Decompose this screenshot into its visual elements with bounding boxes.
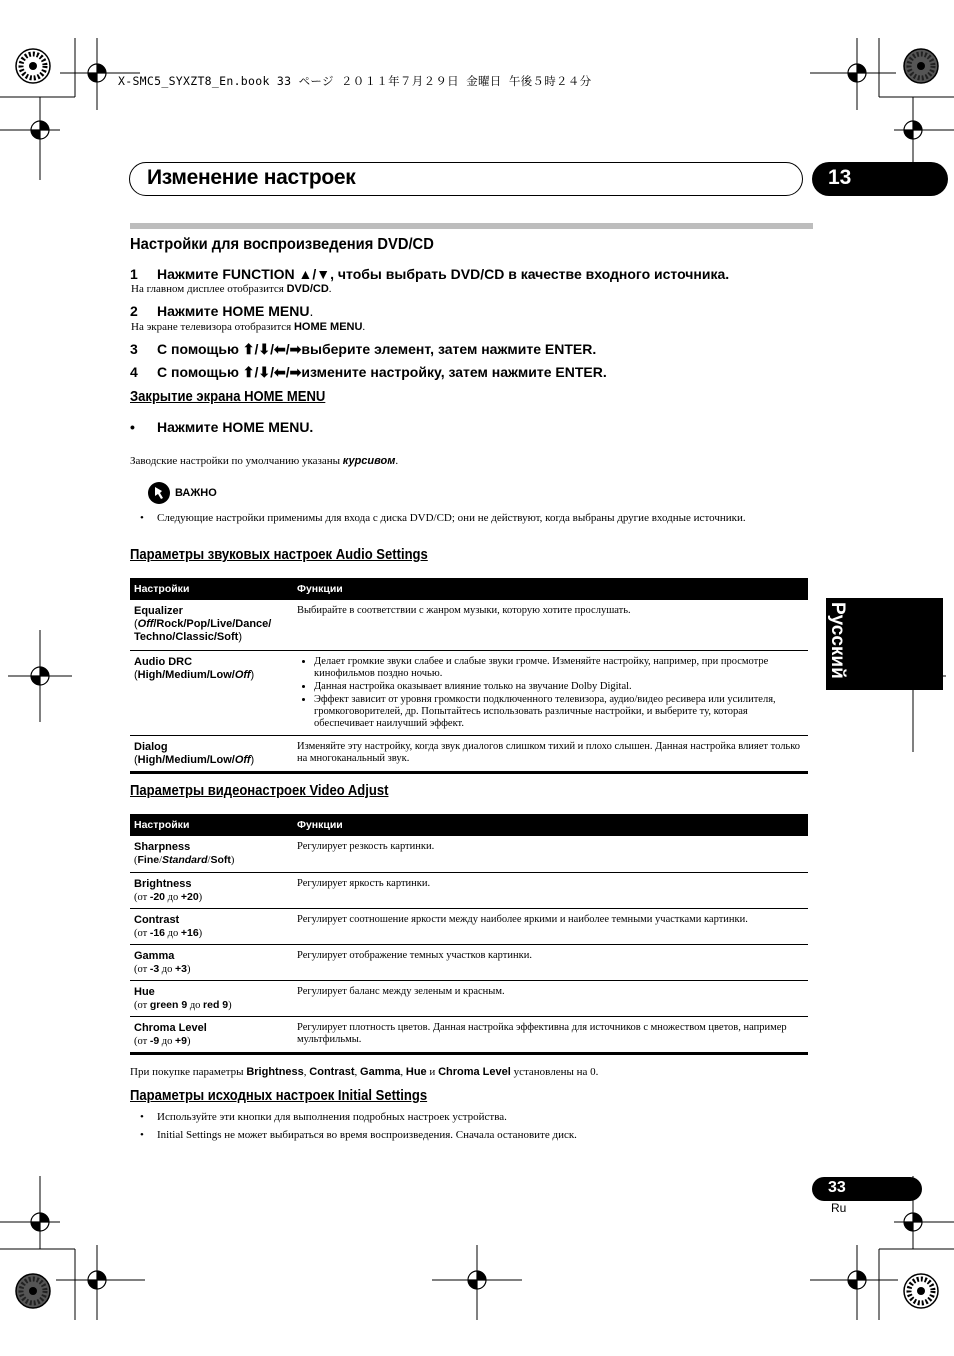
range-text: до — [165, 927, 181, 939]
table-row — [130, 944, 808, 980]
step-number: 2 — [130, 303, 138, 319]
setting-cell — [130, 872, 293, 908]
list-item: • Данная настройка оказывает влияние только на звучание Dolby Digital. — [314, 681, 804, 693]
setting-name: Hue — [134, 985, 155, 998]
step-number: 3 — [130, 341, 138, 357]
range-text: (от — [134, 891, 150, 903]
purchase-note — [130, 1066, 598, 1078]
setting-cell — [130, 836, 293, 872]
note-text: , — [354, 1066, 361, 1078]
note-end: . — [362, 321, 366, 333]
setting-name: Chroma Level — [134, 1021, 207, 1034]
range-value: red 9 — [203, 998, 229, 1011]
range-text: ) — [198, 927, 203, 939]
paren: ) — [238, 631, 242, 643]
range-text: (от — [134, 999, 150, 1011]
default-option: Off — [234, 668, 251, 681]
close-menu-title: Закрытие экрана HOME MENU — [130, 389, 326, 405]
table-row — [130, 872, 808, 908]
note-text: , — [400, 1066, 406, 1078]
range-text: до — [165, 891, 181, 903]
options: High/Medium/Low/ — [137, 753, 235, 766]
setting-cell — [130, 1016, 293, 1053]
range-value: +9 — [175, 1034, 187, 1047]
table-row — [130, 650, 808, 735]
important-text: Следующие настройки применимы для входа с диска DVD/CD; они не действуют, когда выбраны другие входные источники. — [157, 512, 746, 524]
setting-name: Audio DRC — [134, 655, 193, 668]
note-bold: HOME MENU — [293, 321, 363, 333]
list-item: • Делает громкие звуки слабее и слабые звуки громче. Изменяйте настройку, например, при просмотре кинофильмов поздно ночью. — [314, 656, 804, 680]
section-title: Настройки для воспроизведения DVD/CD — [130, 236, 434, 253]
function-cell: Регулирует баланс между зеленым и красным. — [293, 980, 808, 1016]
table-header — [130, 814, 808, 836]
note-text: , — [303, 1066, 310, 1078]
range-value: -20 — [149, 890, 166, 903]
default-option: Off — [234, 753, 251, 766]
setting-name: Sharpness — [134, 841, 191, 853]
setting-cell — [130, 980, 293, 1016]
range-value: -9 — [149, 1034, 160, 1047]
function-cell: Регулирует плотность цветов. Данная настройка эффективна для источников с множеством цветов, например мультфильмы. — [293, 1016, 808, 1053]
chapter-title: Изменение настроек — [147, 166, 356, 189]
paren: ( — [134, 668, 138, 681]
range-text: (от — [134, 1035, 150, 1047]
range-text: до — [159, 963, 176, 975]
range-text: до — [187, 999, 204, 1011]
note-text: и — [426, 1066, 439, 1078]
range-text: ( — [134, 855, 138, 866]
important-label: ВАЖНО — [175, 487, 217, 499]
note-text: При покупке параметры — [130, 1066, 247, 1078]
setting-cell — [130, 944, 293, 980]
step-number: 4 — [130, 364, 138, 380]
setting-cell — [130, 908, 293, 944]
range-value: green 9 — [149, 998, 188, 1011]
function-cell: Изменяйте эту настройку, когда звук диалогов слишком тихий и плохо слышен. Данная настройка влияет только на многоканальный звук. — [293, 735, 808, 772]
function-cell: Выбирайте в соответствии с жанром музыки, которую хотите прослушать. — [293, 600, 808, 650]
options: /Rock/Pop/Live/Dance/ Techno/Classic/Soft — [134, 618, 272, 643]
default-option: Off — [137, 618, 154, 630]
function-cell: Регулирует соотношение яркости между наиболее яркими и наиболее темными участками картинки. — [293, 908, 808, 944]
close-menu-step — [130, 419, 313, 435]
step-2 — [130, 303, 313, 319]
range-text: до — [159, 1035, 176, 1047]
setting-cell — [130, 650, 293, 735]
initial-bullet-1: • Используйте эти кнопки для выполнения подробных настроек устройства. — [140, 1111, 507, 1123]
range-value: -3 — [149, 962, 160, 975]
col-header-settings: Настройки — [130, 814, 293, 836]
note-bold: Hue — [405, 1066, 427, 1078]
table-row — [130, 980, 808, 1016]
step-1-note — [131, 283, 332, 295]
step-text: С помощью ⬆/⬇/⬅/➡выберите элемент, затем нажмите ENTER. — [157, 341, 597, 357]
range-value: +3 — [175, 962, 187, 975]
setting-name: Gamma — [134, 949, 175, 962]
range-value: Soft — [210, 854, 231, 866]
range-text: / — [207, 855, 211, 866]
important-bullet: • Следующие настройки применимы для входа с диска DVD/CD; они не действуют, когда выбраны другие входные источники. — [140, 512, 746, 524]
range-text: / — [159, 855, 163, 866]
bullet-text: Используйте эти кнопки для выполнения подробных настроек устройства. — [157, 1111, 507, 1123]
table-row — [130, 908, 808, 944]
range-value: Fine — [137, 854, 160, 866]
bullet: • — [130, 419, 135, 435]
note-bold: Contrast — [309, 1066, 355, 1078]
note-end: . — [328, 283, 332, 295]
col-header-functions: Функции — [293, 578, 808, 600]
note-bold: DVD/CD — [286, 283, 329, 295]
col-header-functions: Функции — [293, 814, 808, 836]
function-cell: Регулирует резкость картинки. — [293, 836, 808, 872]
step-3 — [130, 341, 596, 358]
step-text: Нажмите HOME MENU — [157, 303, 310, 319]
setting-name: Dialog — [134, 740, 168, 753]
paren: ) — [250, 668, 255, 681]
range-text: ) — [187, 1035, 191, 1047]
options: High/Medium/Low/ — [137, 668, 235, 681]
video-adjust-table — [130, 814, 808, 1055]
range-value: -16 — [149, 926, 166, 939]
book-info-line: X-SMC5_SYXZT8_En.book 33 ページ ２０１１年７月２９日 金曜日 午後５時２４分 — [118, 74, 592, 88]
chapter-number: 13 — [828, 166, 852, 189]
chapter-number-badge — [812, 162, 948, 196]
step-4 — [130, 364, 607, 381]
table-row — [130, 836, 808, 872]
language-tab — [826, 598, 943, 690]
note-italic: курсивом — [342, 455, 396, 467]
range-text: (от — [134, 927, 150, 939]
page-language-code: Ru — [831, 1201, 847, 1215]
setting-cell — [130, 600, 293, 650]
step-end: . — [309, 303, 314, 319]
function-cell: Регулирует яркость картинки. — [293, 872, 808, 908]
section-divider — [130, 223, 813, 229]
function-cell: Регулирует отображение темных участков картинки. — [293, 944, 808, 980]
paren: ( — [134, 618, 138, 630]
note-text: установлены на 0. — [510, 1066, 599, 1078]
list-item: • Эффект зависит от уровня громкости подключенного телевизора, аудио/видео ресивера или усилителя, громкоговорителей, др. Попытайтесь использовать различные настройки, и выберите ту, которая обеспечивает наилучший эффект. — [314, 694, 804, 730]
audio-settings-table — [130, 578, 808, 774]
table-header — [130, 578, 808, 600]
page-number-badge — [812, 1177, 922, 1201]
setting-cell — [130, 735, 293, 772]
bullet-text: Initial Settings не может выбираться во время воспроизведения. Сначала остановите диск. — [157, 1129, 577, 1141]
important-icon — [147, 481, 171, 505]
range-text: ) — [187, 963, 191, 975]
range-value: +20 — [180, 890, 199, 903]
step-text: Нажмите FUNCTION ▲/▼, чтобы выбрать DVD/CD в качестве входного источника. — [157, 266, 730, 282]
paren: ) — [250, 753, 255, 766]
range-text: ) — [198, 891, 203, 903]
setting-name: Contrast — [134, 913, 180, 926]
range-text: ) — [230, 855, 235, 866]
step-2-note — [131, 321, 365, 333]
table-row — [130, 1016, 808, 1053]
range-text: ) — [228, 999, 232, 1011]
table-row — [130, 735, 808, 772]
note-text: На экране телевизора отобразится — [131, 321, 292, 333]
page-number: 33 — [828, 1179, 846, 1196]
initial-bullet-2: • Initial Settings не может выбираться во время воспроизведения. Сначала остановите диск. — [140, 1129, 577, 1141]
initial-settings-title: Параметры исходных настроек Initial Settings — [130, 1088, 428, 1104]
paren: ( — [134, 753, 138, 766]
note-text: На главном дисплее отобразится — [131, 283, 284, 295]
table-row — [130, 600, 808, 650]
setting-name: Brightness — [134, 877, 192, 890]
range-value: +16 — [180, 926, 199, 939]
range-text: (от — [134, 963, 150, 975]
col-header-settings: Настройки — [130, 578, 293, 600]
default-option: Standard — [162, 854, 208, 866]
note-bold: Brightness — [246, 1066, 304, 1078]
defaults-note — [130, 455, 398, 467]
note-end: . — [395, 455, 399, 467]
step-text: Нажмите HOME MENU. — [157, 419, 314, 435]
video-adjust-title: Параметры видеонастроек Video Adjust — [130, 783, 389, 799]
language-label: Русский — [827, 602, 848, 679]
note-bold: Chroma Level — [438, 1066, 511, 1078]
note-text: Заводские настройки по умолчанию указаны — [130, 455, 341, 467]
note-bold: Gamma — [360, 1066, 401, 1078]
step-1 — [130, 266, 729, 282]
setting-name: Equalizer — [134, 605, 183, 617]
step-text: С помощью ⬆/⬇/⬅/➡измените настройку, затем нажмите ENTER. — [157, 364, 607, 380]
audio-settings-title: Параметры звуковых настроек Audio Settings — [130, 547, 428, 563]
step-number: 1 — [130, 266, 138, 282]
function-cell — [293, 650, 808, 735]
